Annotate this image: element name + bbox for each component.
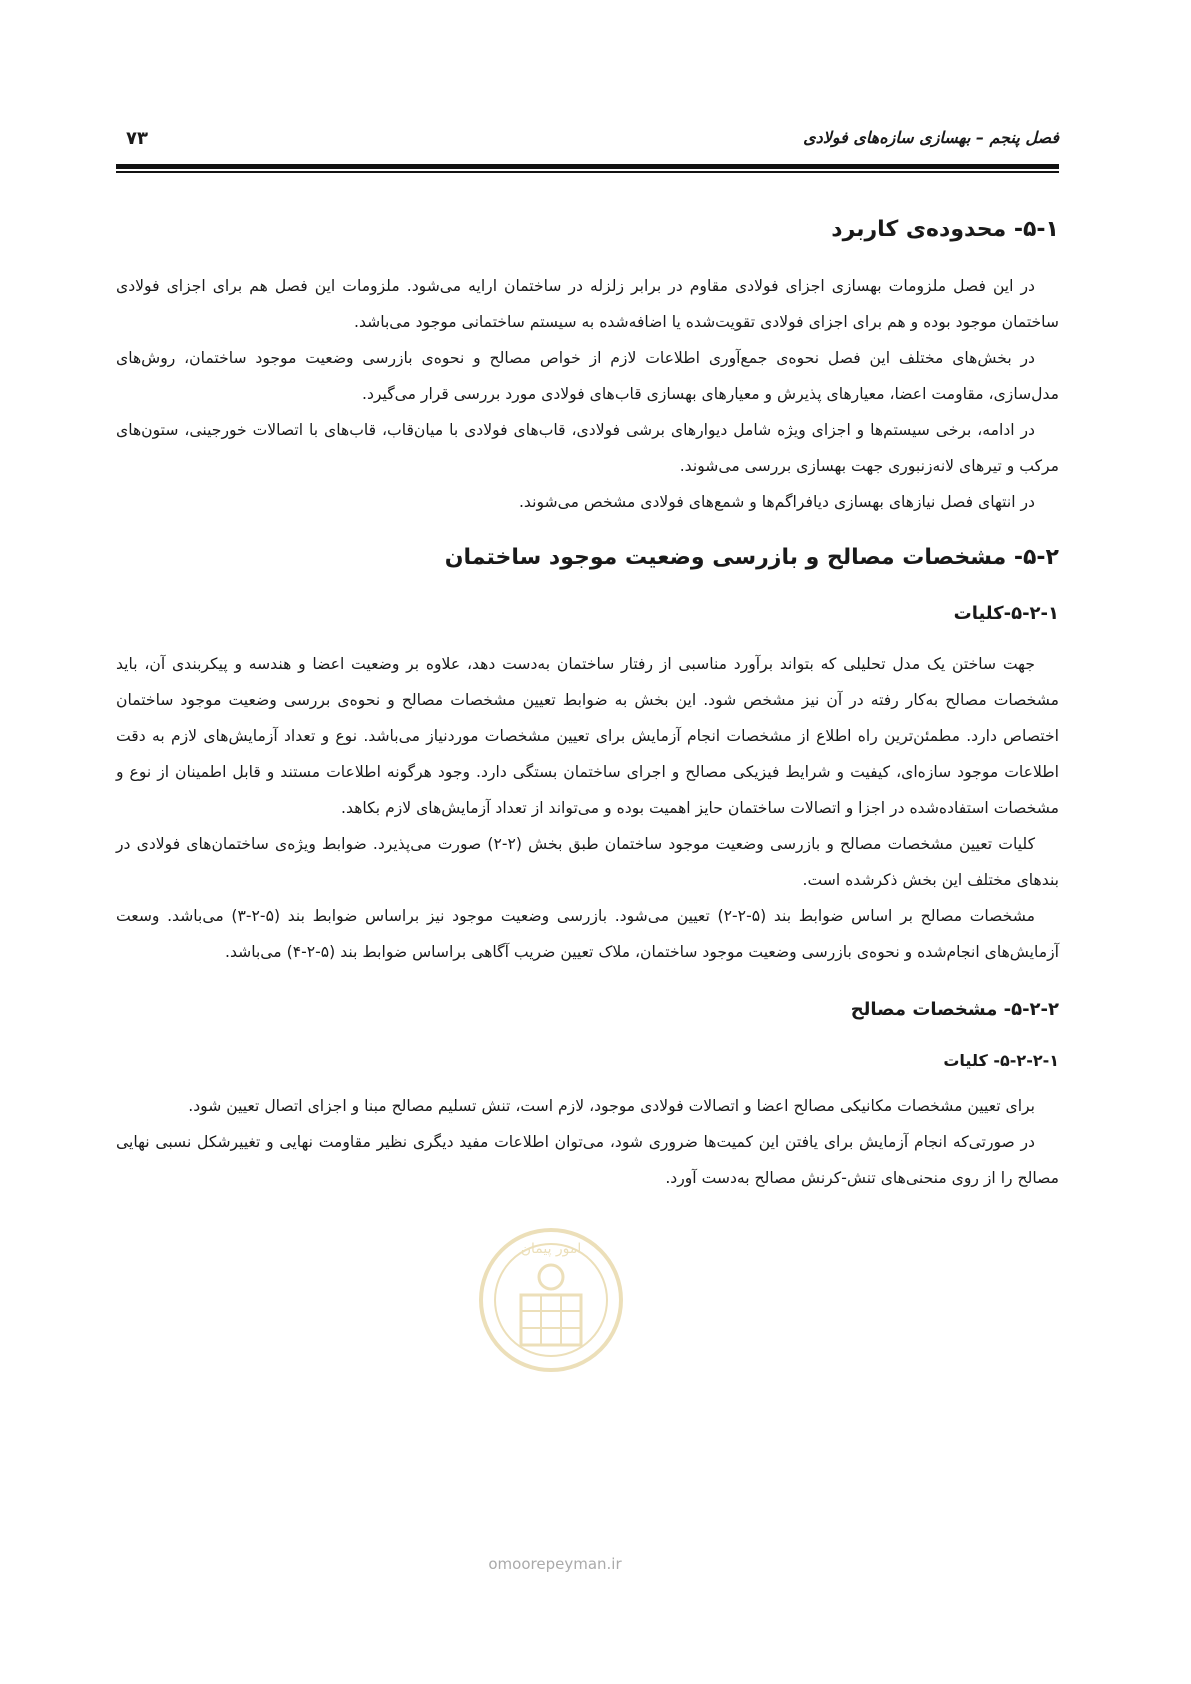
paragraph: در صورتی‌که انجام آزمایش برای یافتن این کمیت‌ها ضروری شود، می‌توان اطلاعات مفید دیگری نظیر مقاومت نهایی و تغییرشکل نسبی نهایی مصالح را از روی منحنی‌های تنش-کرنش مصالح به‌دست آورد.	[116, 1133, 1059, 1187]
paragraph: کلیات تعیین مشخصات مصالح و بازرسی وضعیت موجود ساختمان طبق بخش (۲-۲) صورت می‌پذیرد. ضوابط ویژه‌ی ساختمان‌های فولادی در بندهای مختلف این بخش ذکرشده است.	[116, 835, 1059, 889]
section-heading-5-1: ۵-۱- محدوده‌ی کاربرد	[831, 217, 1059, 242]
paragraph: مشخصات مصالح بر اساس ضوابط بند (۵-۲-۲) تعیین می‌شود. بازرسی وضعیت موجود نیز براساس ضوابط بند (۵-۲-۳) می‌باشد. وسعت آزمایش‌های انجام‌شده و نحوه‌ی بازرسی وضعیت موجود ساختمان، ملاک تعیین ضریب آگاهی براساس ضوابط بند (۵-۲-۴) می‌باشد.	[116, 907, 1059, 961]
watermark-url: omoorepeyman.ir	[488, 1555, 622, 1573]
watermark-logo-icon	[476, 1225, 626, 1375]
page-number: ۷۳	[126, 128, 148, 149]
paragraph: در بخش‌های مختلف این فصل نحوه‌ی جمع‌آوری اطلاعات لازم از خواص مصالح و نحوه‌ی بازرسی وضعیت موجود ساختمان، روش‌های مدل‌سازی، مقاومت اعضا، معیارهای پذیرش و معیارهای بهسازی قاب‌های فولادی مورد بررسی قرار می‌گیرد.	[116, 349, 1059, 403]
svg-text:امور پیمان: امور پیمان	[520, 1241, 582, 1257]
chapter-title: فصل پنجم – بهسازی سازه‌های فولادی	[803, 128, 1059, 147]
subsection-heading-5-2-1: ۵-۲-۱-کلیات	[953, 603, 1059, 624]
paragraph: در این فصل ملزومات بهسازی اجزای فولادی مقاوم در برابر زلزله در ساختمان ارایه می‌شود. ملزومات این فصل هم برای اجزای فولادی ساختمان موجود بوده و هم برای اجزای فولادی تقویت‌شده یا اضافه‌شده به سیستم ساختمانی موجود می‌باشد.	[116, 277, 1059, 331]
paragraph: جهت ساختن یک مدل تحلیلی که بتواند برآورد مناسبی از رفتار ساختمان به‌دست دهد، علاوه بر وضعیت اعضا و هندسه و پیکربندی آن، باید مشخصات مصالح به‌کار رفته در آن نیز مشخص شود. این بخش به ضوابط تعیین مشخصات مصالح و نحوه‌ی بررسی وضعیت موجود ساختمان اختصاص دارد. مطمئن‌ترین راه اطلاع از مشخصات انجام آزمایش برای تعیین مشخصات موردنیاز می‌باشد. نوع و تعداد آزمایش‌های لازم به دقت اطلاعات موجود سازه‌ای، کیفیت و شرایط فیزیکی مصالح و اجرای ساختمان بستگی دارد. وجود هرگونه اطلاعات مستند و قابل اطمینان از نوع و مشخصات استفاده‌شده در اجزا و اتصالات ساختمان حایز اهمیت بوده و می‌تواند از تعداد آزمایش‌های لازم بکاهد.	[116, 655, 1059, 817]
paragraph: برای تعیین مشخصات مکانیکی مصالح اعضا و اتصالات فولادی موجود، لازم است، تنش تسلیم مصالح مبنا و اجزای اتصال تعیین شود.	[188, 1097, 1035, 1115]
paragraph: در انتهای فصل نیازهای بهسازی دیافراگم‌ها و شمع‌های فولادی مشخص می‌شوند.	[518, 493, 1035, 511]
section-heading-5-2: ۵-۲- مشخصات مصالح و بازرسی وضعیت موجود ساختمان	[444, 545, 1059, 570]
header-rule-thin	[116, 171, 1059, 173]
page-header	[116, 128, 1059, 154]
subsection-heading-5-2-2-1: ۵-۲-۲-۱- کلیات	[943, 1051, 1059, 1070]
subsection-heading-5-2-2: ۵-۲-۲- مشخصات مصالح	[850, 999, 1059, 1020]
page-body	[116, 214, 1059, 1196]
header-rule-thick	[116, 164, 1059, 169]
paragraph: در ادامه، برخی سیستم‌ها و اجزای ویژه شامل دیوارهای برشی فولادی، قاب‌های فولادی با میان‌قاب، قاب‌های با اتصالات خورجینی، ستون‌های مرکب و تیرهای لانه‌زنبوری جهت بهسازی بررسی می‌شوند.	[116, 421, 1059, 475]
